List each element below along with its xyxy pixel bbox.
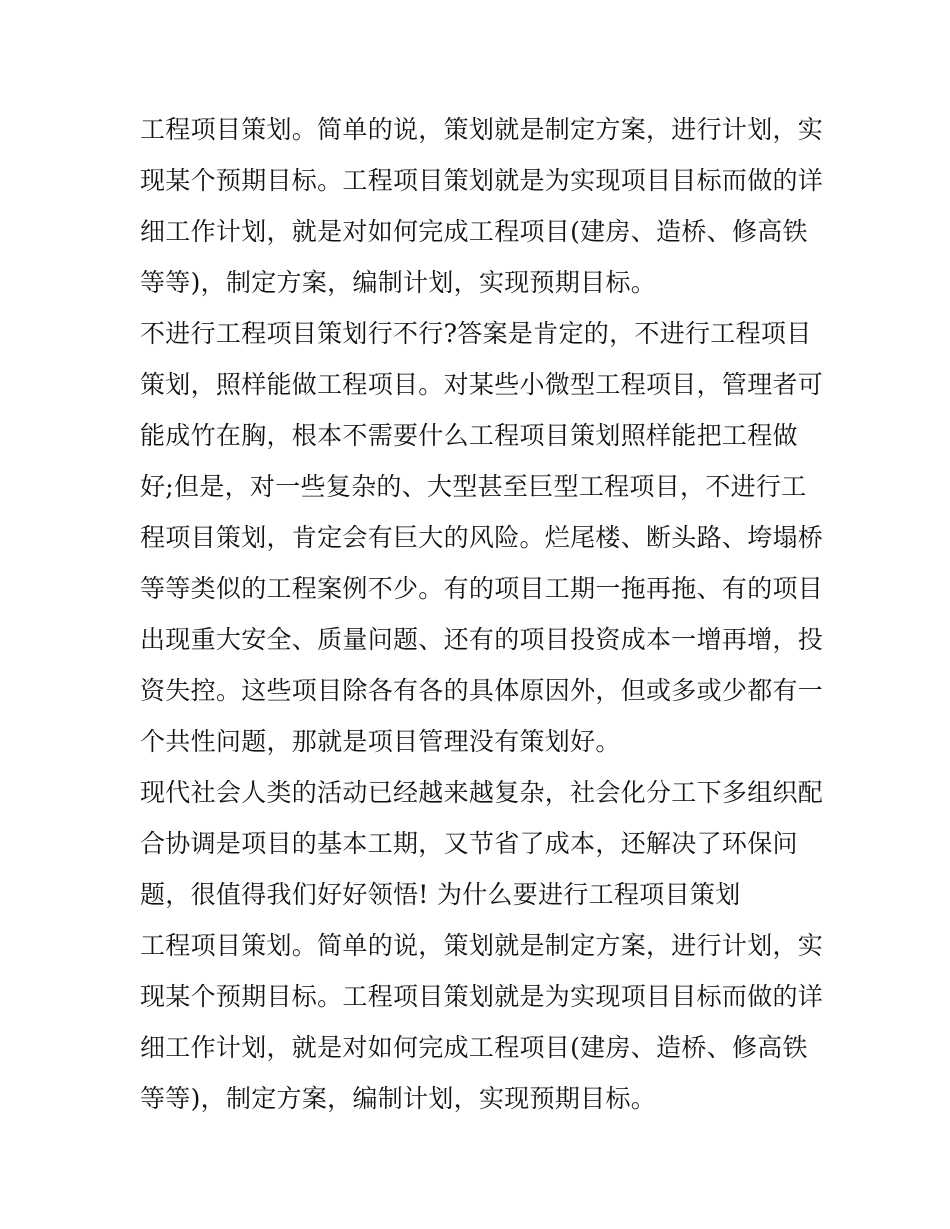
text-line: 策划，照样能做工程项目。对某些小微型工程项目，管理者可 bbox=[140, 370, 824, 399]
text-line: 能成竹在胸，根本不需要什么工程项目策划照样能把工程做 bbox=[140, 421, 798, 450]
paragraph-4 bbox=[140, 920, 824, 1124]
paragraph-3 bbox=[140, 767, 824, 920]
text-line: 现某个预期目标。工程项目策划就是为实现项目目标而做的详 bbox=[140, 982, 824, 1011]
text-line: 等等)，制定方案，编制计划，实现预期目标。 bbox=[140, 268, 657, 297]
text-line: 个共性问题，那就是项目管理没有策划好。 bbox=[140, 727, 621, 756]
text-line: 等等类似的工程案例不少。有的项目工期一拖再拖、有的项目 bbox=[140, 574, 824, 603]
text-line: 好;但是，对一些复杂的、大型甚至巨型工程项目，不进行工 bbox=[140, 472, 807, 501]
text-line: 题，很值得我们好好领悟! 为什么要进行工程项目策划 bbox=[140, 880, 741, 909]
paragraph-2 bbox=[140, 308, 824, 767]
text-line: 现代社会人类的活动已经越来越复杂，社会化分工下多组织配 bbox=[140, 778, 824, 807]
text-line: 出现重大安全、质量问题、还有的项目投资成本一增再增，投 bbox=[140, 625, 824, 654]
text-line: 不进行工程项目策划行不行?答案是肯定的，不进行工程项目 bbox=[140, 319, 812, 348]
document-body bbox=[140, 104, 824, 1124]
text-line: 合协调是项目的基本工期，又节省了成本，还解决了环保问 bbox=[140, 829, 798, 858]
text-line: 资失控。这些项目除各有各的具体原因外，但或多或少都有一 bbox=[140, 676, 824, 705]
text-line: 细工作计划，就是对如何完成工程项目(建房、造桥、修高铁 bbox=[140, 217, 808, 246]
text-line: 工程项目策划。简单的说，策划就是制定方案，进行计划，实 bbox=[140, 115, 824, 144]
text-line: 细工作计划，就是对如何完成工程项目(建房、造桥、修高铁 bbox=[140, 1033, 808, 1062]
text-line: 等等)，制定方案，编制计划，实现预期目标。 bbox=[140, 1084, 657, 1113]
text-line: 程项目策划，肯定会有巨大的风险。烂尾楼、断头路、垮塌桥 bbox=[140, 523, 824, 552]
paragraph-1 bbox=[140, 104, 824, 308]
text-line: 现某个预期目标。工程项目策划就是为实现项目目标而做的详 bbox=[140, 166, 824, 195]
text-line: 工程项目策划。简单的说，策划就是制定方案，进行计划，实 bbox=[140, 931, 824, 960]
